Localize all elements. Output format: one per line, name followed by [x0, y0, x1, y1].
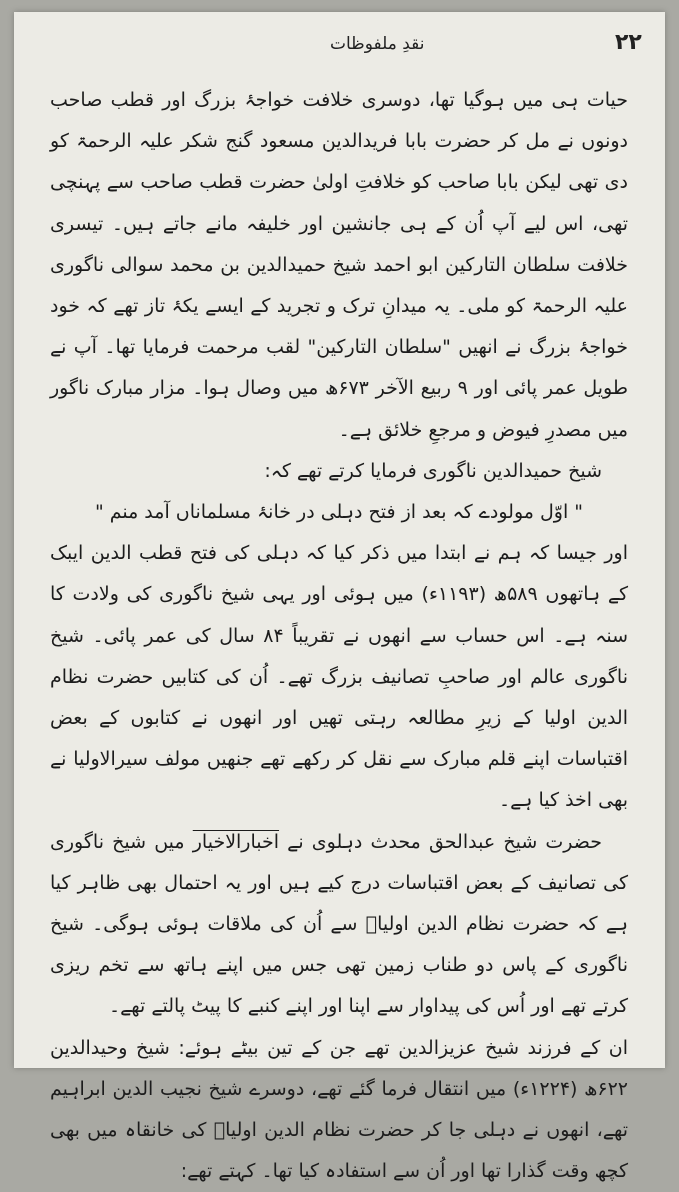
book-title: اخبارالاخیار — [192, 830, 280, 853]
paragraph-2: شیخ حمیدالدین ناگوری فرمایا کرتے تھے کہ: — [264, 459, 602, 482]
running-title: نقدِ ملفوظات — [330, 34, 425, 54]
paragraph-5: ان کے فرزند شیخ عزیزالدین تھے جن کے تین بیٹے ہوئے: شیخ وحیدالدین ۶۲۲ھ (۱۲۲۴ء) میں انتقال فرما گئے تھے، دوسرے شیخ نجیب الدین ابراہیم تھے، انھوں نے دہلی جا کر حضرت نظام الدین اولیاؒ کی خانقاہ میں بھی کچھ وقت گذارا تھا اور اُن سے استفادہ کیا تھا۔ کہتے تھے: — [50, 1036, 629, 1183]
paragraph-4-start: حضرت شیخ عبدالحق محدث دہلوی نے — [279, 830, 602, 853]
paragraph-4 — [50, 822, 628, 1028]
paragraph-1: حیات ہی میں ہوگیا تھا، دوسری خلافت خواجۂ بزرگ اور قطب صاحب دونوں نے مل کر حضرت بابا فریدالدین مسعود گنج شکر علیہ الرحمۃ کو دی تھی لیکن بابا صاحب کو خلافتِ اولیٰ حضرت قطب صاحب سے پہنچی تھی، اس لیے آپ اُن کے ہی جانشین اور خلیفہ مانے جاتے ہیں۔ تیسری خلافت سلطان التارکین ابو احمد شیخ حمیدالدین بن محمد سوالی ناگوری علیہ الرحمۃ کو ملی۔ یہ میدانِ ترک و تجرید کے ایسے یکۂ تاز تھے کہ خود خواجۂ بزرگ نے انھیں "سلطان التارکین" لقب مرحمت فرمایا تھا۔ آپ نے طویل عمر پائی اور ۹ ربیع الآخر ۶۷۳ھ میں وصال ہوا۔ مزار مبارک ناگور میں مصدرِ فیوض و مرجعِ خلائق ہے۔ — [50, 89, 628, 441]
paragraph-3: اور جیسا کہ ہم نے ابتدا میں ذکر کیا کہ دہلی کی فتح قطب الدین ایبک کے ہاتھوں ۵۸۹ھ (۱۱۹۳ء) میں ہوئی اور یہی شیخ ناگوری کی ولادت کا سنہ ہے۔ اس حساب سے انھوں نے تقریباً ۸۴ سال کی عمر پائی۔ شیخ ناگوری عالم اور صاحبِ تصانیف بزرگ تھے۔ اُن کی کتابیں حضرت نظام الدین اولیا کے زیرِ مطالعہ رہتی تھیں اور انھوں نے کتابوں کے بعض اقتباسات اپنے قلم مبارک سے نقل کر رکھے تھے جنھیں مولف سیرالاولیا نے بھی اخذ کیا ہے۔ — [50, 542, 628, 812]
book-page — [14, 12, 665, 1183]
page-number: ٢٢ — [615, 30, 642, 55]
paragraph-4-rest: میں شیخ ناگوری کی تصانیف کے بعض اقتباسات درج کیے ہیں اور یہ احتمال بھی ظاہر کیا ہے کہ حضرت نظام الدین اولیاؒ سے اُن کی ملاقات ہوئی ہوگی۔ شیخ ناگوری کے پاس دو طناب زمین تھی جس میں اپنے ہاتھ سے تخم ریزی کرتے تھے اور اُس کی پیداوار سے اپنا اور اپنے کنبے کا پیٹ پالتے تھے۔ — [50, 830, 628, 1018]
persian-quote: " اوّل مولودے کہ بعد از فتح دہلی در خانۂ مسلماناں آمد منم " — [94, 501, 584, 524]
page-body — [50, 80, 628, 1192]
running-header — [50, 28, 642, 66]
